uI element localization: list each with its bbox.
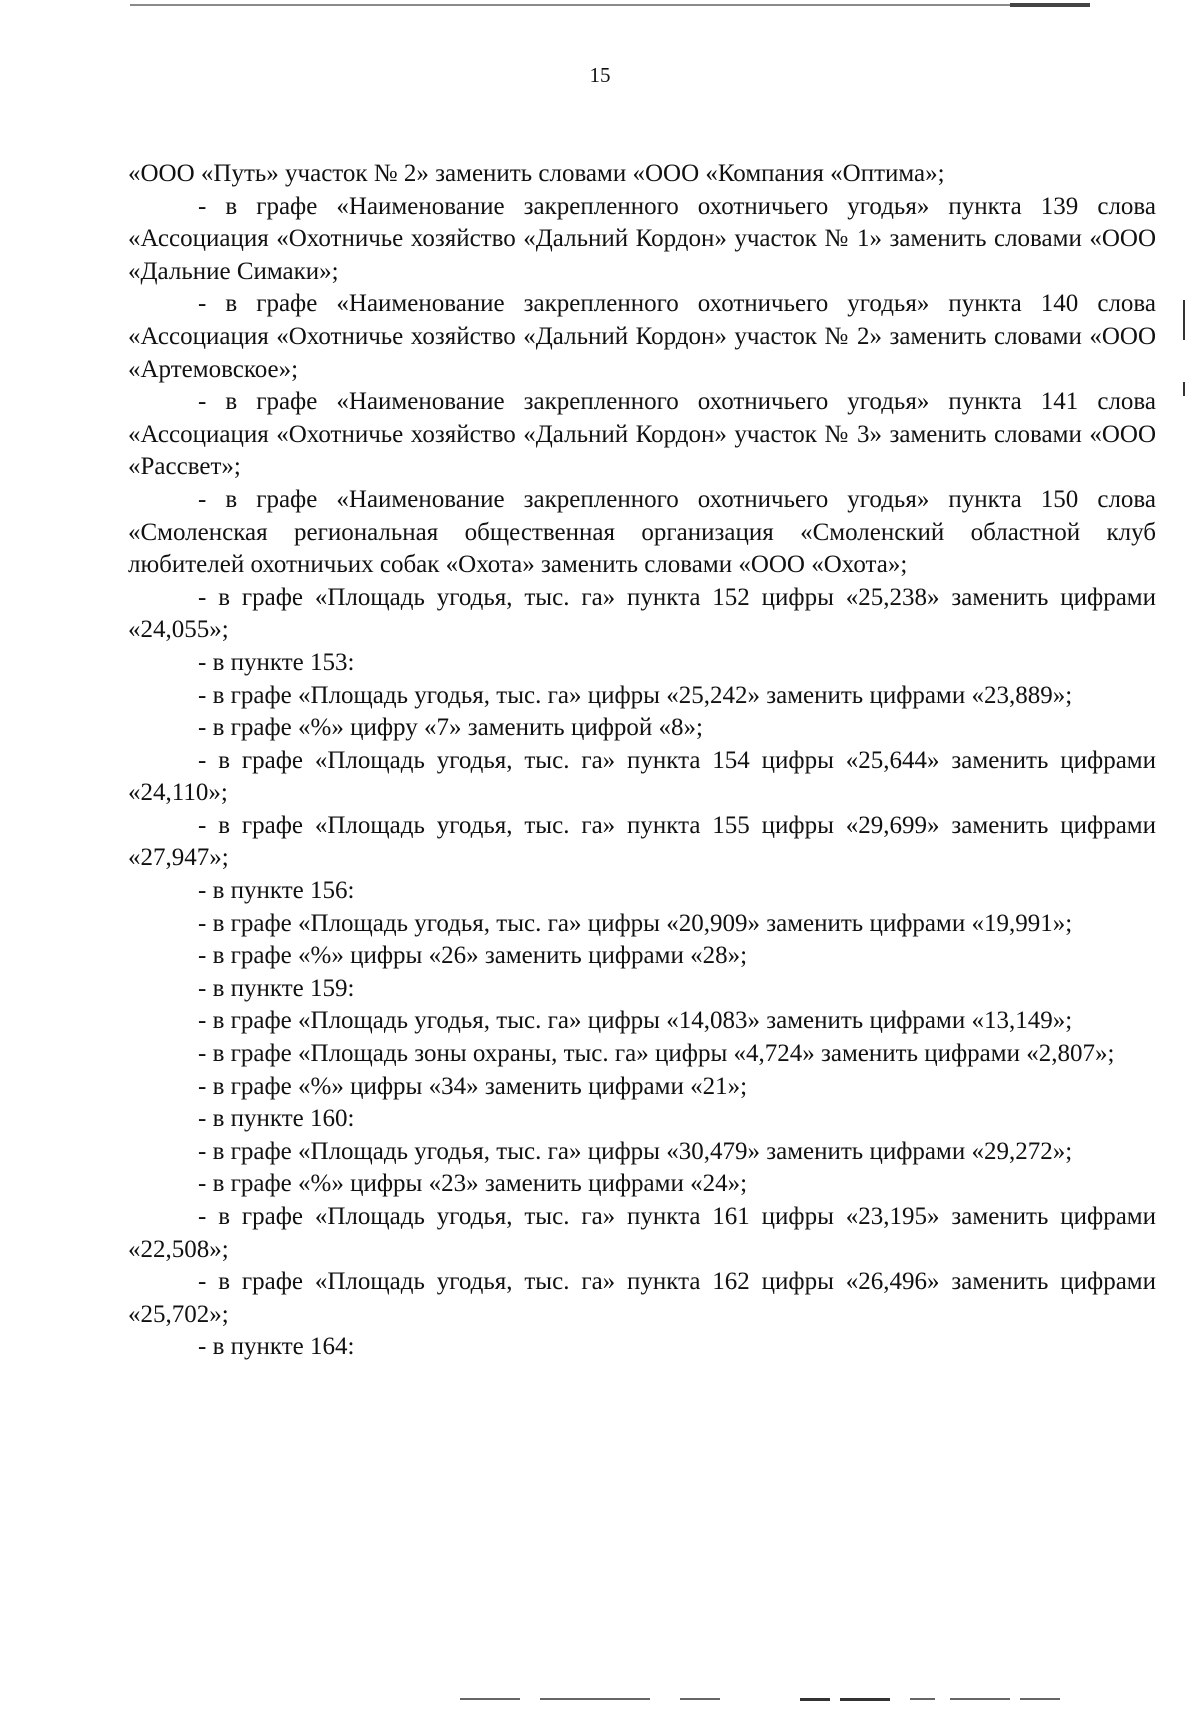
paragraph: - в графе «Наименование закрепленного охотничьего угодья» пункта 140 слова «Ассоциация «Охотничье хозяйство «Дальний Кордон» участок № 2» заменить словами «ООО «Артемовское»;	[128, 290, 1156, 383]
scan-bottom-edge-artifacts	[120, 1698, 1080, 1704]
paragraph: - в графе «Наименование закрепленного охотничьего угодья» пункта 139 слова «Ассоциация «Охотничье хозяйство «Дальний Кордон» участок № 1» заменить словами «ООО «Дальние Симаки»;	[128, 192, 1156, 285]
document-body	[128, 158, 1156, 1364]
paragraph: - в графе «Площадь угодья, тыс. га» пункта 155 цифры «29,699» заменить цифрами «27,947»;	[128, 811, 1156, 872]
paragraph: - в графе «Площадь угодья, тыс. га» пункта 162 цифры «26,496» заменить цифрами «25,702»;	[128, 1268, 1156, 1328]
paragraph: - в пункте 156:	[198, 877, 355, 905]
paragraph: - в графе «Наименование закрепленного охотничьего угодья» пункта 150 слова «Смоленская региональная общественная организация «Смоленский областной клуб любителей охотничьих собак «Охота» заменить словами «ООО «Охота»;	[128, 485, 1156, 579]
paragraph: - в графе «Площадь угодья, тыс. га» цифры «30,479» заменить цифрами «29,272»;	[198, 1137, 1073, 1165]
scan-right-edge-mark	[1183, 300, 1185, 340]
paragraph: - в пункте 159:	[198, 974, 355, 1002]
paragraph: - в графе «%» цифру «7» заменить цифрой «8»;	[198, 714, 703, 742]
paragraph: - в графе «%» цифры «34» заменить цифрами «21»;	[198, 1072, 748, 1100]
paragraph: - в графе «%» цифры «26» заменить цифрами «28»;	[198, 942, 748, 970]
paragraph: - в графе «Наименование закрепленного охотничьего угодья» пункта 141 слова «Ассоциация «Охотничье хозяйство «Дальний Кордон» участок № 3» заменить словами «ООО «Рассвет»;	[128, 388, 1156, 481]
paragraph: - в графе «Площадь угодья, тыс. га» цифры «25,242» заменить цифрами «23,889»;	[198, 681, 1073, 709]
paragraph: «ООО «Путь» участок № 2» заменить словами «ООО «Компания «Оптима»;	[128, 160, 945, 187]
paragraph: - в пункте 164:	[198, 1333, 355, 1361]
page-number: 15	[589, 63, 611, 87]
paragraph: - в графе «Площадь угодья, тыс. га» пункта 152 цифры «25,238» заменить цифрами «24,055»;	[128, 583, 1156, 644]
scan-top-edge-line	[130, 4, 1090, 6]
paragraph: - в графе «Площадь угодья, тыс. га» цифры «14,083» заменить цифрами «13,149»;	[198, 1007, 1073, 1035]
scan-top-edge-mark	[1010, 3, 1090, 7]
paragraph: - в графе «Площадь угодья, тыс. га» пункта 161 цифры «23,195» заменить цифрами «22,508»;	[128, 1203, 1156, 1263]
paragraph: - в графе «Площадь угодья, тыс. га» пункта 154 цифры «25,644» заменить цифрами «24,110»;	[128, 746, 1156, 807]
paragraph: - в пункте 153:	[198, 648, 355, 676]
scan-right-edge-mark	[1183, 382, 1185, 396]
paragraph: - в пункте 160:	[198, 1105, 355, 1133]
paragraph: - в графе «%» цифры «23» заменить цифрами «24»;	[198, 1170, 748, 1198]
paragraph: - в графе «Площадь угодья, тыс. га» цифры «20,909» заменить цифрами «19,991»;	[198, 909, 1073, 937]
paragraph: - в графе «Площадь зоны охраны, тыс. га» цифры «4,724» заменить цифрами «2,807»;	[198, 1040, 1115, 1068]
